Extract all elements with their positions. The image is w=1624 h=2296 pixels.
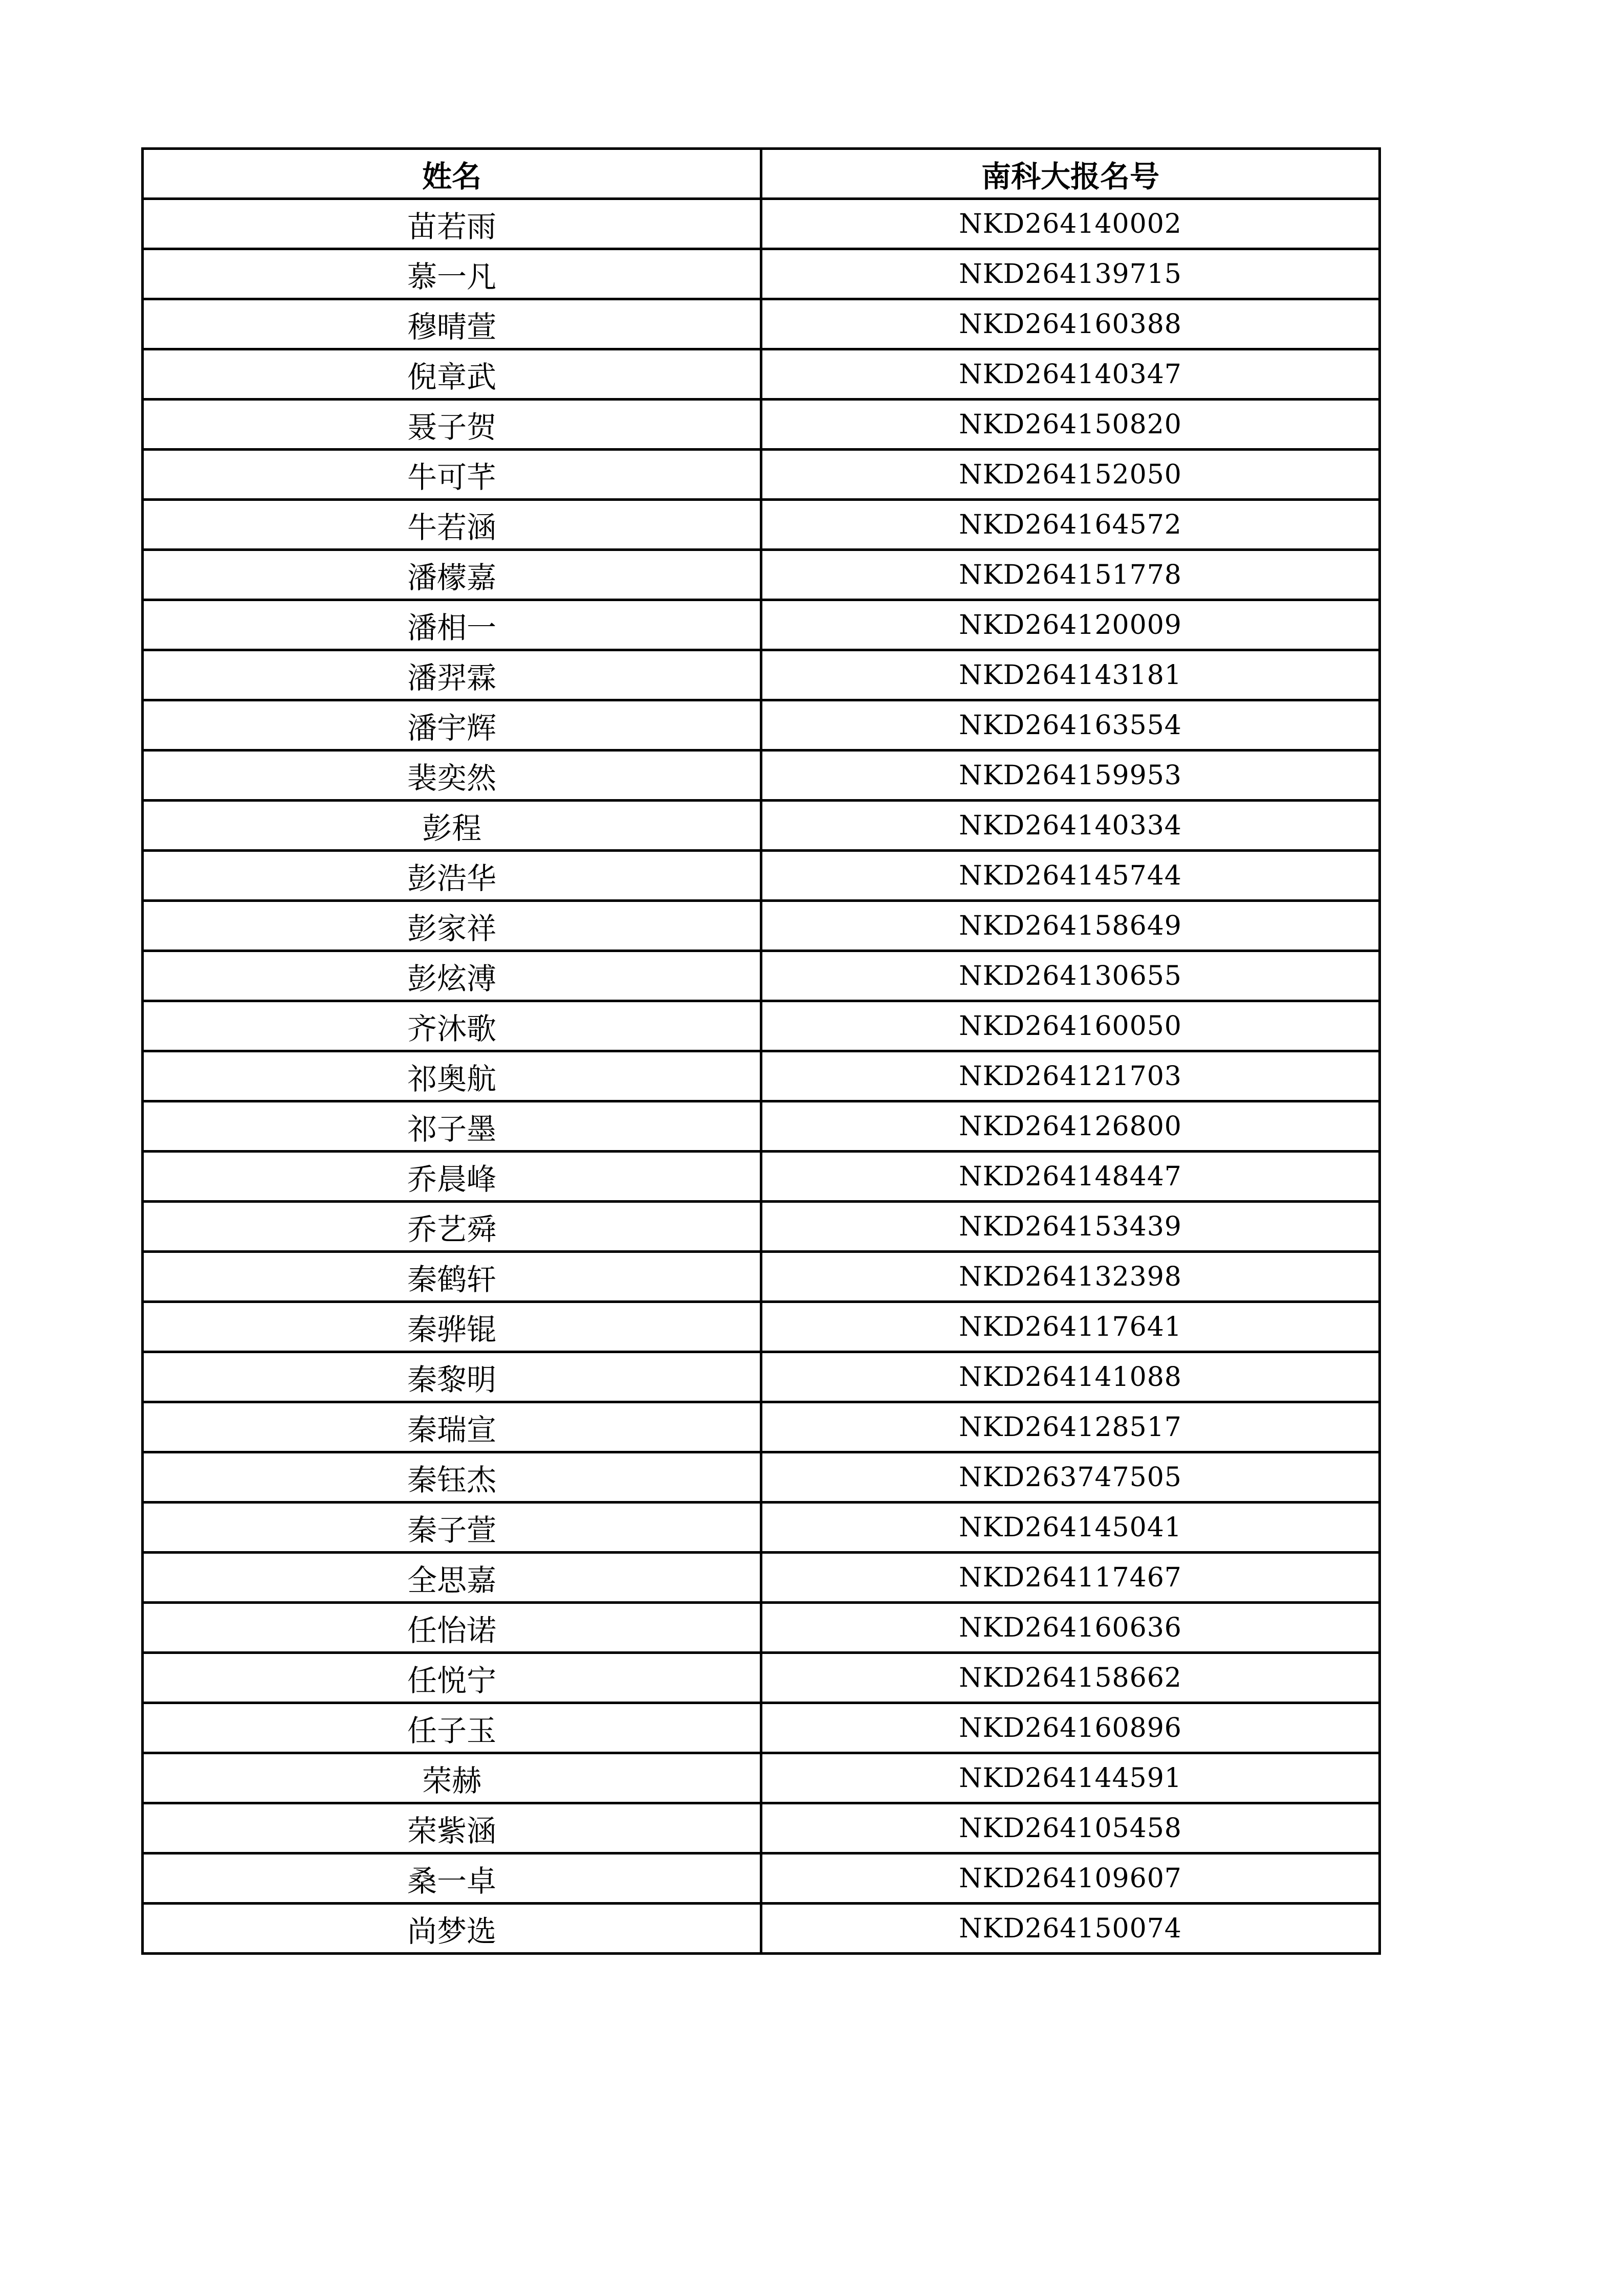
table-row [143,600,1380,650]
cell-registration-number: NKD264158649 [761,901,1380,951]
table-row [143,1603,1380,1653]
cell-registration-number: NKD264150820 [761,400,1380,450]
cell-name: 彭程 [143,801,761,851]
cell-registration-number: NKD264140347 [761,349,1380,400]
cell-name: 彭浩华 [143,851,761,901]
table-row [143,400,1380,450]
table-row [143,1051,1380,1101]
cell-name: 乔艺舜 [143,1202,761,1252]
table-row [143,249,1380,299]
cell-name: 任子玉 [143,1703,761,1753]
cell-name: 秦瑞宣 [143,1402,761,1452]
table-row [143,1452,1380,1503]
cell-registration-number: NKD264117467 [761,1553,1380,1603]
table-row [143,1352,1380,1402]
cell-registration-number: NKD264160050 [761,1001,1380,1051]
cell-registration-number: NKD264144591 [761,1753,1380,1803]
cell-registration-number: NKD264140002 [761,199,1380,249]
cell-registration-number: NKD264120009 [761,600,1380,650]
cell-registration-number: NKD264130655 [761,951,1380,1001]
table-row [143,1553,1380,1603]
cell-registration-number: NKD264163554 [761,700,1380,750]
cell-registration-number: NKD264159953 [761,750,1380,801]
table-row [143,851,1380,901]
table-row [143,1202,1380,1252]
cell-name: 潘宇辉 [143,700,761,750]
cell-registration-number: NKD264150074 [761,1904,1380,1954]
cell-registration-number: NKD264121703 [761,1051,1380,1101]
table-row [143,349,1380,400]
cell-name: 任怡诺 [143,1603,761,1653]
table-row [143,199,1380,249]
table-row [143,901,1380,951]
cell-name: 祁子墨 [143,1101,761,1152]
table-row [143,700,1380,750]
table-row [143,1001,1380,1051]
cell-registration-number: NKD264140334 [761,801,1380,851]
table-row [143,1302,1380,1352]
cell-registration-number: NKD264145744 [761,851,1380,901]
table-row [143,1503,1380,1553]
table-row [143,1653,1380,1703]
cell-name: 齐沐歌 [143,1001,761,1051]
cell-name: 潘檬嘉 [143,550,761,600]
table-row [143,1152,1380,1202]
cell-name: 尚梦选 [143,1904,761,1954]
cell-registration-number: NKD264141088 [761,1352,1380,1402]
cell-name: 秦子萱 [143,1503,761,1553]
table-row [143,1803,1380,1853]
cell-name: 乔晨峰 [143,1152,761,1202]
header-row [143,149,1380,199]
cell-name: 倪章武 [143,349,761,400]
cell-registration-number: NKD264160896 [761,1703,1380,1753]
table-row [143,801,1380,851]
table-row [143,951,1380,1001]
cell-name: 祁奥航 [143,1051,761,1101]
cell-name: 荣紫涵 [143,1803,761,1853]
cell-name: 秦黎明 [143,1352,761,1402]
table-row [143,750,1380,801]
cell-registration-number: NKD264160388 [761,299,1380,349]
cell-registration-number: NKD264158662 [761,1653,1380,1703]
column-header-registration-number: 南科大报名号 [761,149,1380,199]
cell-registration-number: NKD264105458 [761,1803,1380,1853]
cell-name: 慕一凡 [143,249,761,299]
table-row [143,299,1380,349]
table-row [143,1252,1380,1302]
cell-name: 聂子贺 [143,400,761,450]
table-row [143,1853,1380,1904]
cell-name: 桑一卓 [143,1853,761,1904]
cell-registration-number: NKD264117641 [761,1302,1380,1352]
table-row [143,1703,1380,1753]
table-row [143,550,1380,600]
cell-name: 潘羿霖 [143,650,761,700]
cell-name: 秦钰杰 [143,1452,761,1503]
registration-table [141,147,1381,1955]
cell-registration-number: NKD264151778 [761,550,1380,600]
cell-registration-number: NKD264126800 [761,1101,1380,1152]
cell-registration-number: NKD264143181 [761,650,1380,700]
table-row [143,650,1380,700]
table-row [143,1101,1380,1152]
table-row [143,450,1380,500]
cell-registration-number: NKD264109607 [761,1853,1380,1904]
cell-name: 秦骅锟 [143,1302,761,1352]
cell-registration-number: NKD264132398 [761,1252,1380,1302]
cell-name: 全思嘉 [143,1553,761,1603]
cell-registration-number: NKD264148447 [761,1152,1380,1202]
cell-name: 秦鹤轩 [143,1252,761,1302]
cell-name: 彭炫溥 [143,951,761,1001]
cell-name: 穆晴萱 [143,299,761,349]
cell-registration-number: NKD264145041 [761,1503,1380,1553]
cell-name: 潘相一 [143,600,761,650]
table-row [143,1402,1380,1452]
table-row [143,1904,1380,1954]
table-row [143,500,1380,550]
cell-name: 裴奕然 [143,750,761,801]
cell-registration-number: NKD264153439 [761,1202,1380,1252]
cell-name: 彭家祥 [143,901,761,951]
cell-registration-number: NKD263747505 [761,1452,1380,1503]
cell-name: 牛可芊 [143,450,761,500]
table-row [143,1753,1380,1803]
cell-name: 苗若雨 [143,199,761,249]
cell-registration-number: NKD264164572 [761,500,1380,550]
cell-name: 任悦宁 [143,1653,761,1703]
column-header-name: 姓名 [143,149,761,199]
cell-registration-number: NKD264128517 [761,1402,1380,1452]
cell-name: 荣赫 [143,1753,761,1803]
cell-registration-number: NKD264139715 [761,249,1380,299]
cell-registration-number: NKD264160636 [761,1603,1380,1653]
cell-registration-number: NKD264152050 [761,450,1380,500]
cell-name: 牛若涵 [143,500,761,550]
